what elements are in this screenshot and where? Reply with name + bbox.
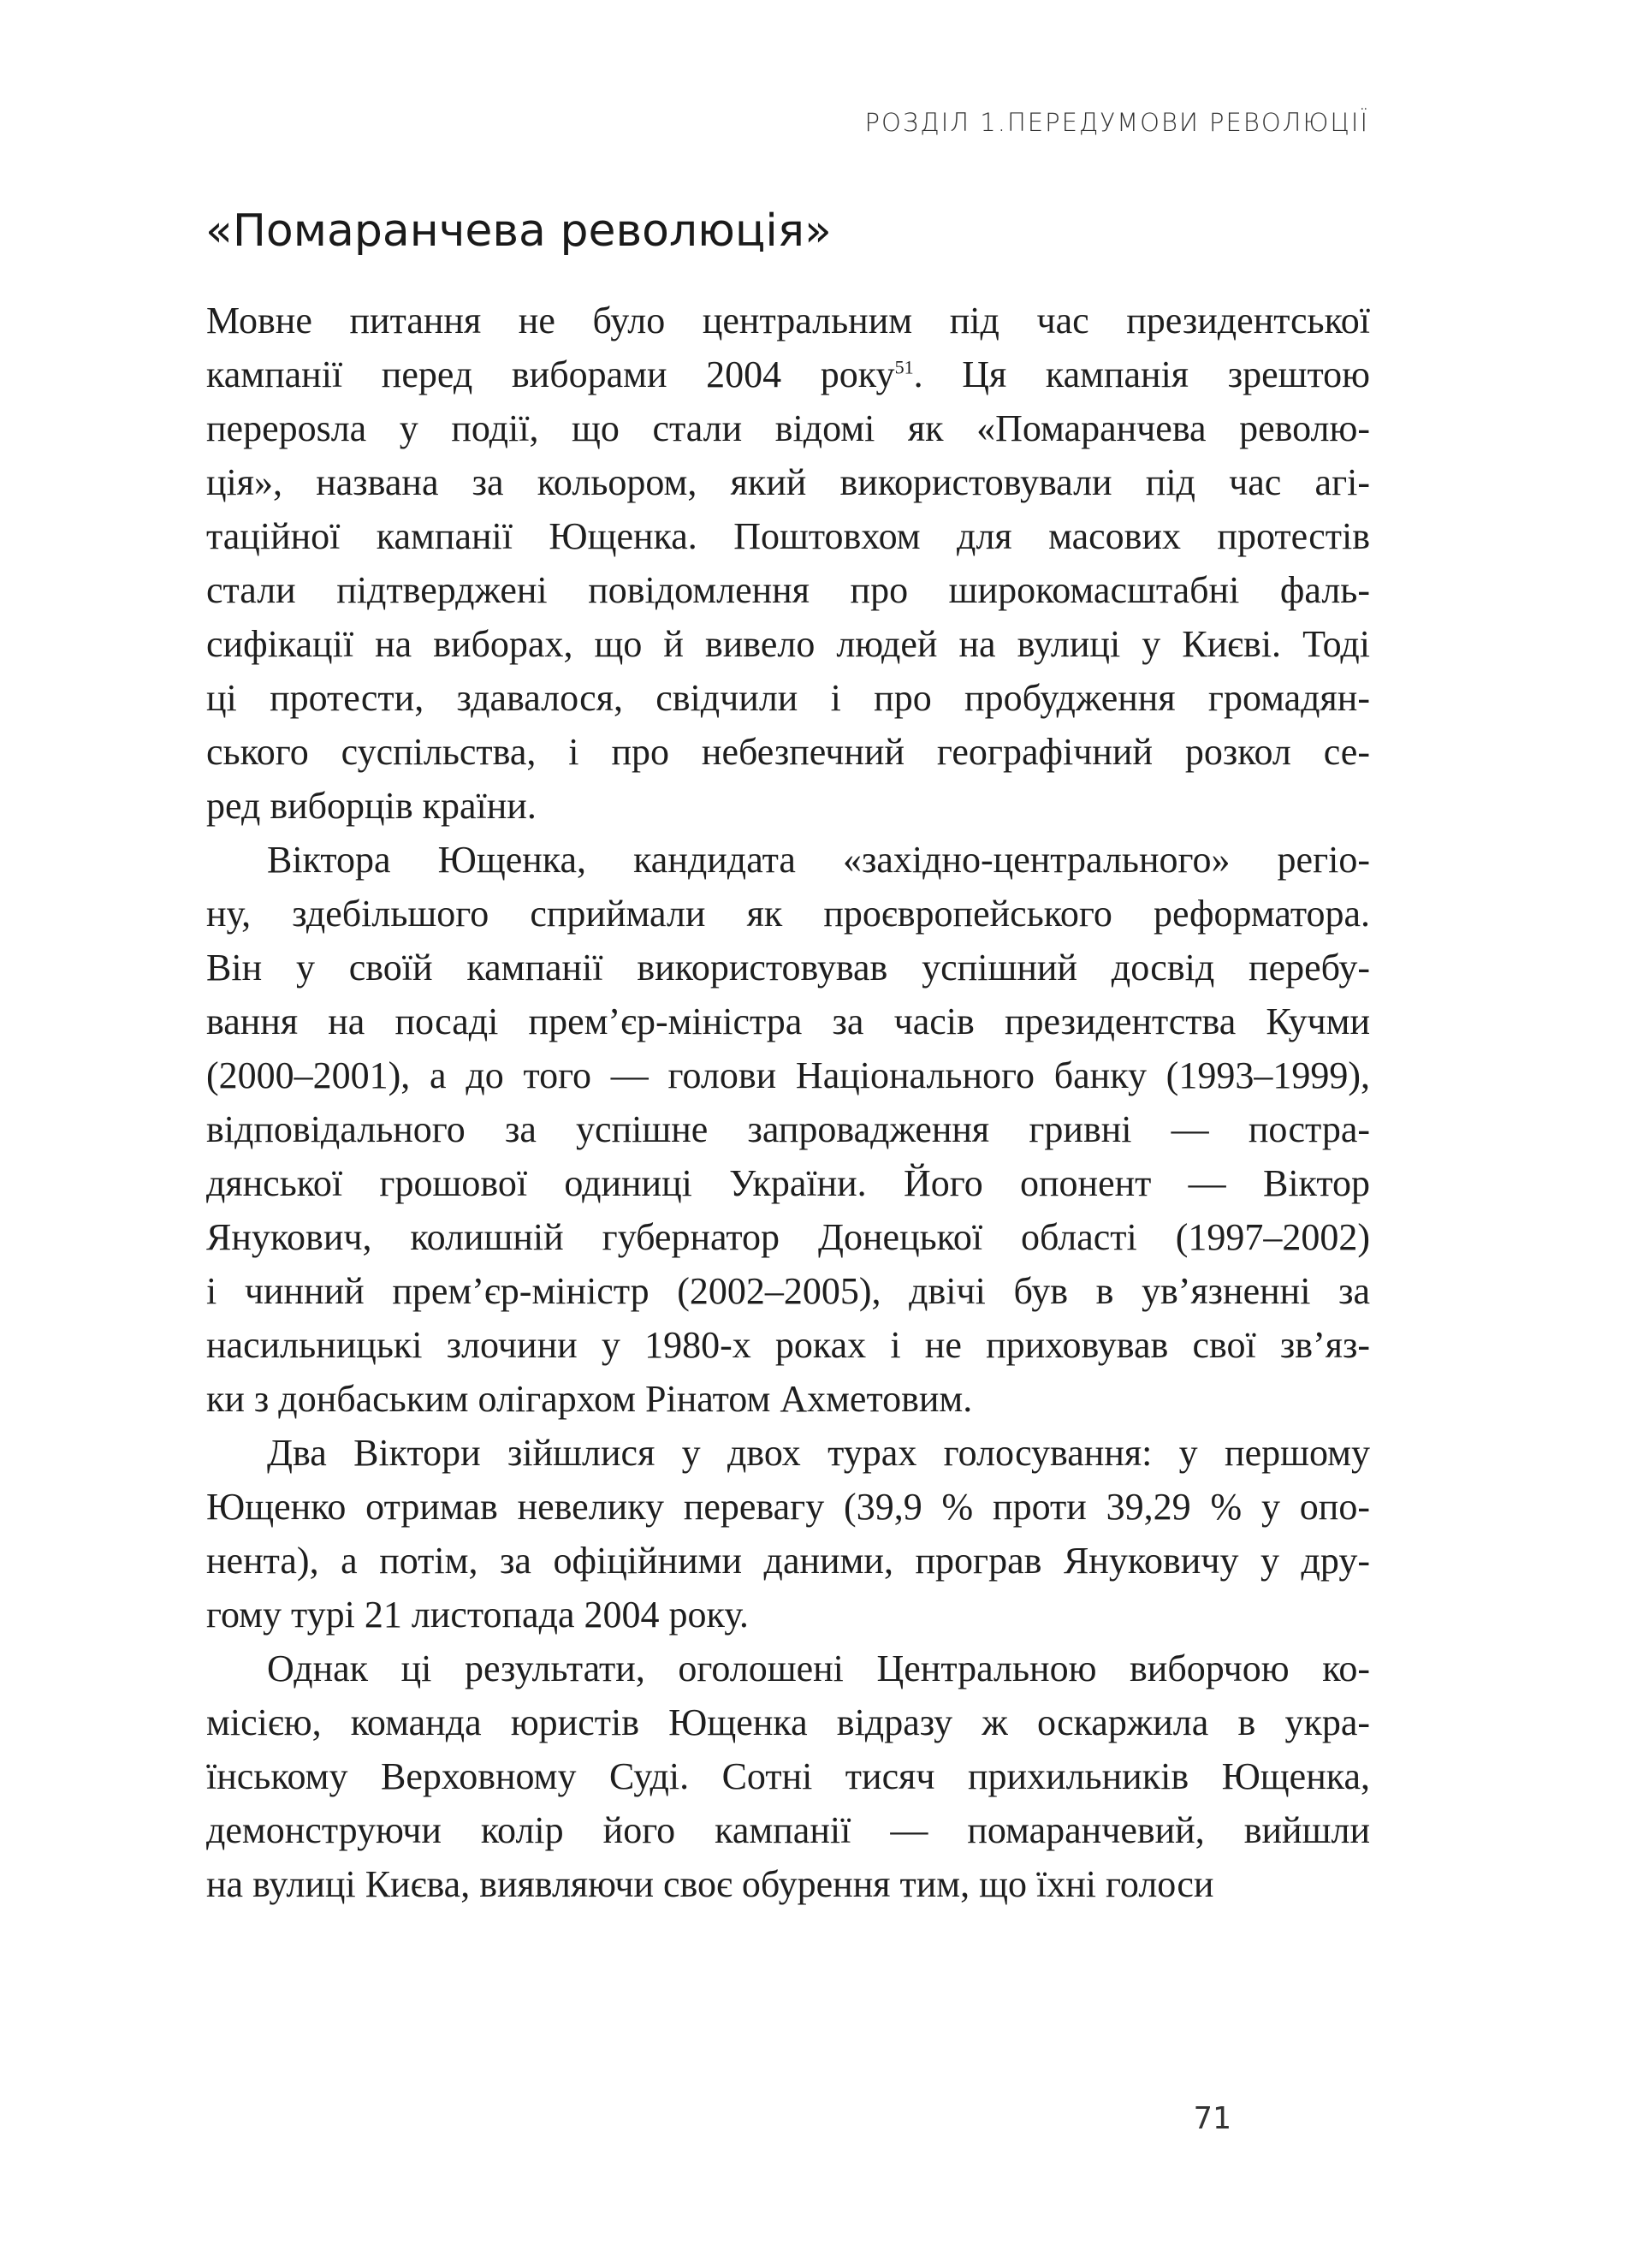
text-line: сифікації на виборах, що й вивело людей на вулиці у Києві. Тоді: [206, 623, 1370, 665]
footnote-ref[interactable]: 51: [894, 356, 914, 378]
text-line: Янукович, колишній губернатор Донецької області (1997–2002): [206, 1216, 1370, 1258]
text-line: і чинний прем’єр-міністр (2002–2005), двічі був в ув’язненні за: [206, 1270, 1370, 1312]
text-line: Два Віктори зійшлися у двох турах голосування: у першому: [267, 1432, 1370, 1474]
text-line: (2000–2001), а до того — голови Національного банку (1993–1999),: [206, 1054, 1370, 1096]
body-text: [206, 294, 1370, 1911]
page-number: 71: [1194, 2101, 1231, 2136]
text-line: ці протести, здавалося, свідчили і про пробудження громадян-: [206, 677, 1370, 719]
text-fragment: кампанії перед виборами 2004 року: [206, 353, 895, 395]
text-line: Він у своїй кампанії використовував успішний досвід перебу-: [206, 947, 1370, 989]
text-line: ція», названа за кольором, який використовували під час агі-: [206, 461, 1370, 503]
text-line: ну, здебільшого сприймали як проєвропейського реформатора.: [206, 893, 1370, 935]
text-line: ки з донбаським олігархом Рінатом Ахметовим.: [206, 1378, 973, 1420]
text-line: місією, команда юристів Ющенка відразу ж оскаржила в укра-: [206, 1701, 1370, 1743]
text-fragment: . Ця кампанія зрештою: [913, 353, 1371, 395]
text-line: насильницькі злочини у 1980-х роках і не приховував свої зв’яз-: [206, 1324, 1370, 1366]
text-line: нента), а потім, за офіційними даними, програв Януковичу у дру-: [206, 1540, 1370, 1582]
text-line: демонструючи колір його кампанії — помаранчевий, вийшли: [206, 1809, 1370, 1851]
text-line: їнському Верховному Суді. Сотні тисяч прихильників Ющенка,: [206, 1755, 1370, 1797]
text-line: перерosла у події, що стали відомі як «Помаранчева револю-: [206, 407, 1370, 449]
text-line: Віктора Ющенка, кандидата «західно-центрального» регіо-: [267, 839, 1370, 881]
text-line: [206, 347, 1370, 401]
text-line: Мовне питання не було центральним під час президентської: [206, 300, 1370, 341]
text-line: ред виборців країни.: [206, 785, 537, 827]
text-line: Однак ці результати, оголошені Центральною виборчою ко-: [267, 1648, 1370, 1689]
text-line: таційної кампанії Ющенка. Поштовхом для масових протестів: [206, 515, 1370, 557]
running-head: РОЗДІЛ 1.ПЕРЕДУМОВИ РЕВОЛЮЦІЇ: [864, 108, 1369, 137]
text-line: на вулиці Києва, виявляючи своє обурення тим, що їхні голоси: [206, 1863, 1214, 1905]
text-line: гому турі 21 листопада 2004 року.: [206, 1594, 749, 1636]
text-line: Ющенко отримав невелику перевагу (39,9 % проти 39,29 % у опо-: [206, 1486, 1370, 1528]
text-line: ського суспільства, і про небезпечний географічний розкол се-: [206, 731, 1370, 773]
text-line: дянської грошової одиниці України. Його опонент — Віктор: [206, 1162, 1370, 1204]
text-line: вання на посаді прем’єр-міністра за часів президентства Кучми: [206, 1000, 1370, 1042]
text-line: відповідального за успішне запровадження гривні — постра-: [206, 1108, 1370, 1150]
text-line: стали підтверджені повідомлення про широкомасштабні фаль-: [206, 569, 1370, 611]
section-title: «Помаранчева революція»: [205, 205, 832, 257]
